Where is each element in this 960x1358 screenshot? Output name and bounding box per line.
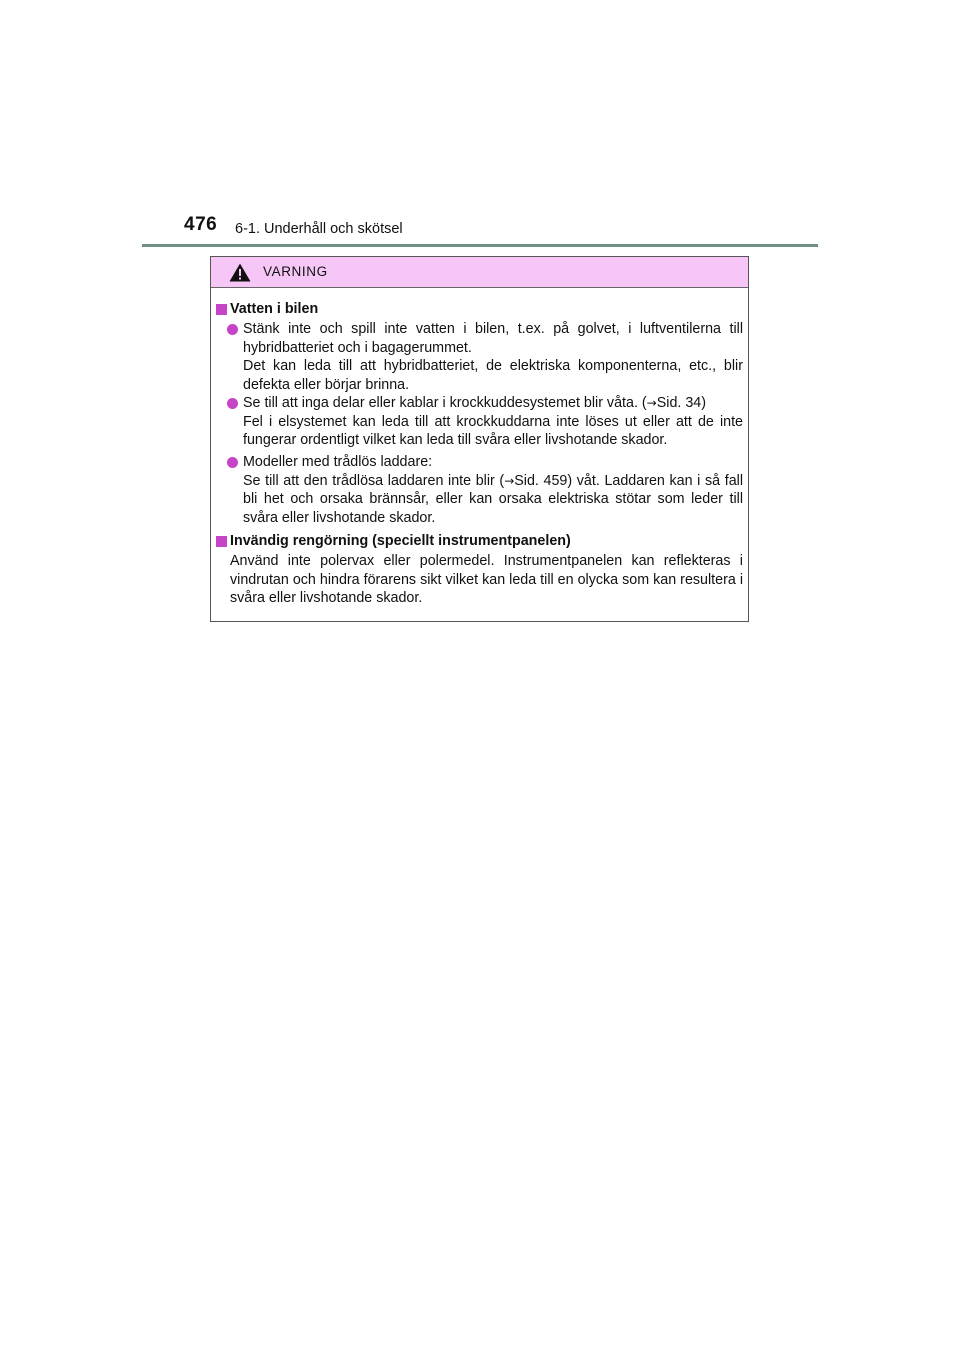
list-item bbox=[243, 320, 743, 394]
bullet-text: Se till att den trådlösa laddaren inte blir (→Sid. 459) våt. Laddaren kan i så fall bli het och orsaka brännsår, eller kan orsaka elektriska stötar som leder till svåra eller livshotande skador. bbox=[243, 472, 743, 526]
list-item bbox=[243, 453, 743, 527]
warning-header bbox=[211, 257, 748, 288]
arrow-icon: → bbox=[504, 473, 515, 488]
square-bullet-icon bbox=[216, 304, 227, 315]
page-number: 476 bbox=[184, 214, 218, 235]
warning-box bbox=[210, 256, 749, 622]
bullet-text: Det kan leda till att hybridbatteriet, de elektriska komponenterna, etc., blir defekta eller börjar brinna. bbox=[243, 358, 743, 393]
bullet-text: Stänk inte och spill inte vatten i bilen, t.ex. på golvet, i luftventilerna till hybridbatteriet och i bagagerummet. bbox=[243, 321, 743, 356]
bullet-text: Fel i elsystemet kan leda till att krockkuddarna inte löses ut eller att de inte fungerar ordentligt vilket kan leda till svåra eller livshotande skador. bbox=[243, 413, 743, 448]
header-rule bbox=[142, 244, 818, 247]
square-bullet-icon bbox=[216, 536, 227, 547]
warning-icon bbox=[229, 263, 251, 282]
section-title: 6-1. Underhåll och skötsel bbox=[235, 221, 403, 237]
warning-body bbox=[211, 287, 748, 621]
round-bullet-icon bbox=[227, 324, 238, 335]
round-bullet-icon bbox=[227, 398, 238, 409]
section-heading-water: Vatten i bilen bbox=[230, 301, 319, 317]
section-heading-cleaning: Invändig rengörning (speciellt instrumentpanelen) bbox=[230, 533, 571, 549]
arrow-icon: → bbox=[646, 396, 657, 410]
round-bullet-icon bbox=[227, 457, 238, 468]
section-text: Använd inte polervax eller polermedel. Instrumentpanelen kan reflekteras i vindrutan och hindra förarens sikt vilket kan leda till en olycka som kan resultera i svåra eller livshotande skador. bbox=[230, 553, 743, 606]
bullet-text: Se till att inga delar eller kablar i krockkuddesystemet blir våta. (→Sid. 34) bbox=[243, 395, 707, 411]
warning-label: VARNING bbox=[263, 264, 328, 279]
bullet-text: Modeller med trådlös laddare: bbox=[243, 454, 433, 470]
list-item bbox=[243, 394, 743, 450]
